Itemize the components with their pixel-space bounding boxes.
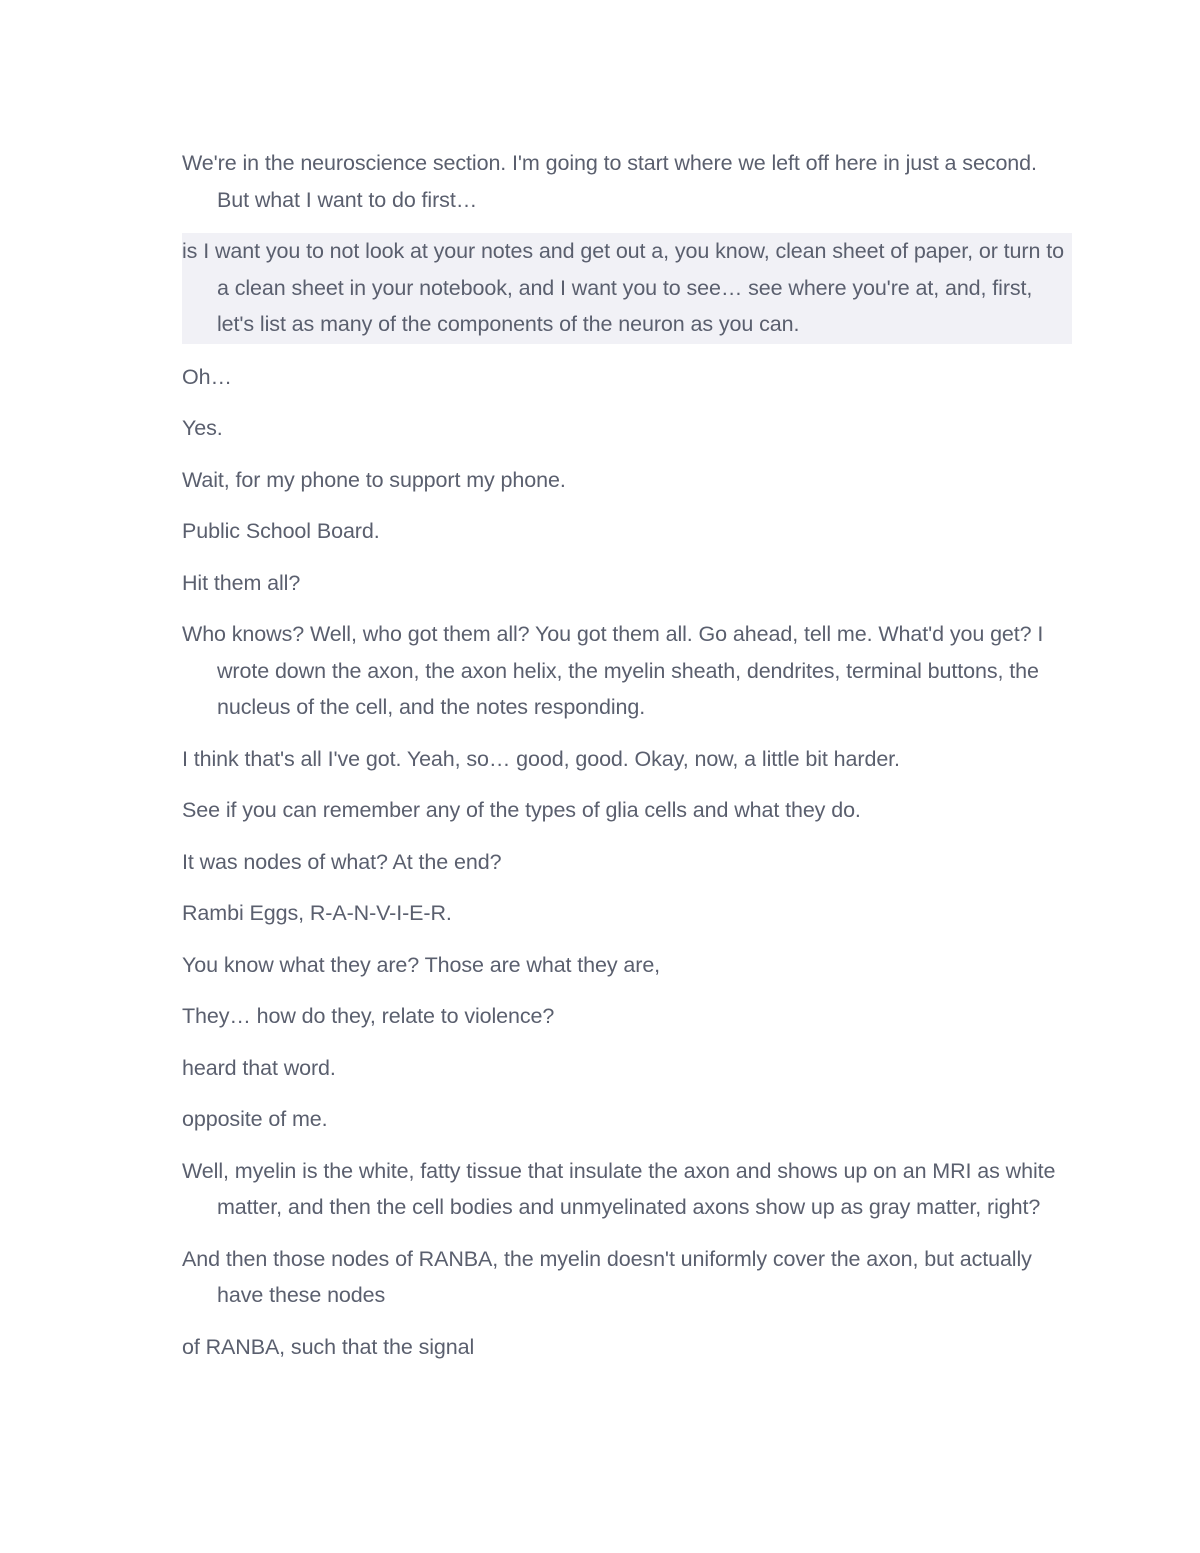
transcript-paragraph: It was nodes of what? At the end? [182, 849, 502, 874]
transcript-paragraph: of RANBA, such that the signal [182, 1334, 475, 1359]
transcript-document [182, 145, 1072, 1380]
transcript-paragraph: See if you can remember any of the types of glia cells and what they do. [182, 798, 861, 822]
transcript-paragraph: I think that's all I've got. Yeah, so… good, good. Okay, now, a little bit harder. [182, 746, 900, 771]
transcript-paragraph: Wait, for my phone to support my phone. [182, 467, 566, 492]
transcript-paragraph: They… how do they, relate to violence? [182, 1004, 555, 1028]
transcript-paragraph: You know what they are? Those are what they are, [182, 952, 661, 977]
transcript-paragraph: Rambi Eggs, R-A-N-V-I-E-R. [182, 901, 452, 925]
transcript-paragraph: We're in the neuroscience section. I'm going to start where we left off here in just a second. But what I want to do first… [182, 151, 1037, 212]
transcript-paragraph: Who knows? Well, who got them all? You got them all. Go ahead, tell me. What'd you get? I wrote down the axon, the axon helix, the myelin sheath, dendrites, terminal buttons, the nucleus of the cell, and the notes responding. [182, 622, 1044, 719]
transcript-paragraph: Public School Board. [182, 519, 380, 543]
transcript-paragraph: Yes. [182, 416, 223, 440]
transcript-paragraph: Oh… [182, 364, 232, 389]
transcript-paragraph: Well, myelin is the white, fatty tissue that insulate the axon and shows up on an MRI as white matter, and then the cell bodies and unmyelinated axons show up as gray matter, right? [182, 1158, 1056, 1219]
transcript-paragraph: heard that word. [182, 1055, 336, 1080]
transcript-paragraph: Hit them all? [182, 570, 301, 595]
transcript-paragraph-highlighted: is I want you to not look at your notes and get out a, you know, clean sheet of paper, or turn to a clean sheet in your notebook, and I want you to see… see where you're at, and, first, let's list as many of the components of the neuron as you can. [182, 233, 1072, 344]
transcript-paragraph: And then those nodes of RANBA, the myelin doesn't uniformly cover the axon, but actually have these nodes [182, 1246, 1032, 1307]
transcript-paragraph: opposite of me. [182, 1107, 328, 1131]
